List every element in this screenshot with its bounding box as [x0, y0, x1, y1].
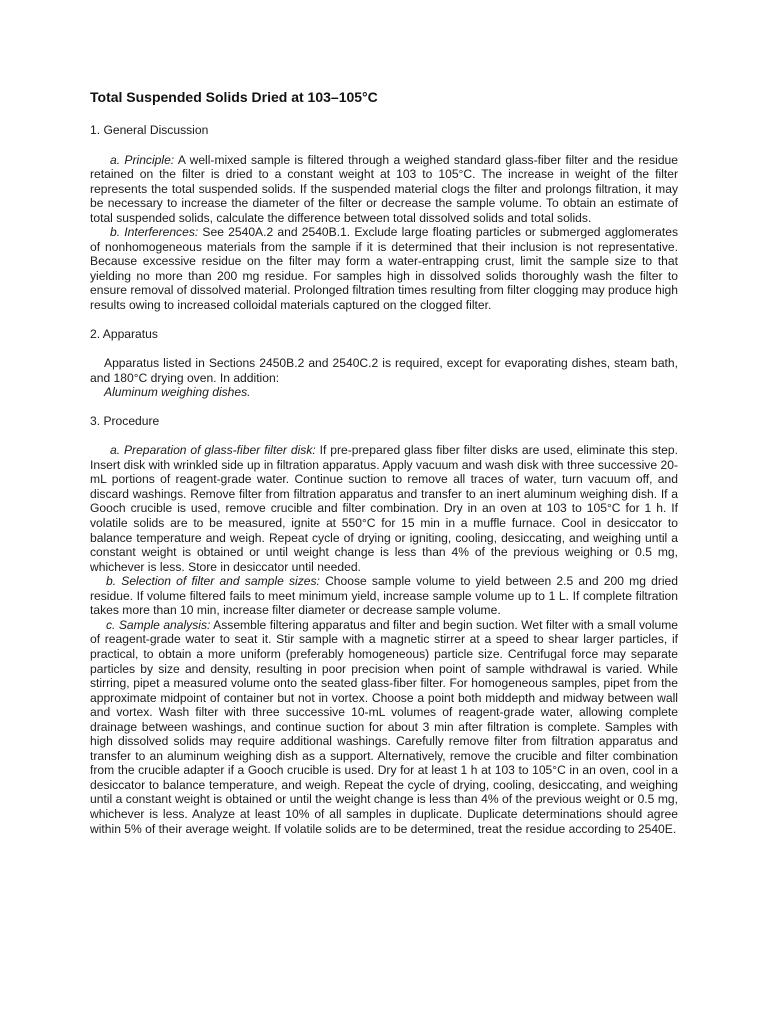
section-heading-procedure: 3. Procedure [90, 413, 160, 428]
selection-lead: b. Selection of filter and sample sizes: [106, 574, 320, 589]
interferences-text: See 2540A.2 and 2540B.1. Exclude large floating particles or submerged agglomerates of nonhomogeneous materials from the sample if it is determined that their inclusion is not representative. Because excessive residue on the filter may form a water-entrapping crust, limit the sample size to that yielding no more than 200 mg residue. For samples high in dissolved solids thoroughly wash the filter to ensure removal of dissolved material. Prolonged filtration times resulting from filter clogging may produce high results owing to increased colloidal materials captured on the clogged filter. [90, 225, 678, 313]
paragraph-selection [90, 574, 678, 618]
paragraph-analysis [90, 618, 678, 836]
paragraph-preparation [90, 443, 678, 574]
preparation-text: If pre-prepared glass fiber filter disks are used, eliminate this step. Insert disk with wrinkled side up in filtration apparatus. Apply vacuum and wash disk with three successive 20-mL portions of reagent-grade water. Continue suction to remove all traces of water, turn vacuum off, and discard washings. Remove filter from filtration apparatus and transfer to an inert aluminum weighing dish. If a Gooch crucible is used, remove crucible and filter combination. Dry in an oven at 103 to 105°C for 1 h. If volatile solids are to be measured, ignite at 550°C for 15 min in a muffle furnace. Cool in desiccator to balance temperature and weigh. Repeat cycle of drying or igniting, cooling, desiccating, and weighing until a constant weight is obtained or until weight change is less than 4% of the previous weighing or 0.5 mg, whichever is less. Store in desiccator until needed. [90, 443, 678, 574]
selection-text: Choose sample volume to yield between 2.5 and 200 mg dried residue. If volume filtered fails to meet minimum yield, increase sample volume up to 1 L. If complete filtration takes more than 10 min, increase filter diameter or decrease sample volume. [90, 574, 678, 618]
analysis-lead: c. Sample analysis: [106, 617, 211, 632]
paragraph-principle [90, 153, 678, 226]
document-page [90, 88, 678, 836]
section-heading-general: 1. General Discussion [90, 123, 209, 137]
interferences-lead: b. Interferences: [110, 225, 199, 240]
principle-text: A well-mixed sample is filtered through a weighed standard glass-fiber filter and the residue retained on the filter is dried to a constant weight at 103 to 105°C. The increase in weight of the filter represents the total suspended solids. If the suspended material clogs the filter and prolongs filtration, it may be necessary to increase the diameter of the filter or decrease the sample volume. To obtain an estimate of total suspended solids, calculate the difference between total dissolved solids and total solids. [90, 152, 678, 225]
apparatus-item: Aluminum weighing dishes. [104, 385, 251, 400]
section-heading-apparatus: 2. Apparatus [90, 326, 158, 341]
paragraph-apparatus: Apparatus listed in Sections 2450B.2 and 2540C.2 is required, except for evaporating dishes, steam bath, and 180°C drying oven. In addition: [90, 356, 678, 385]
page-title: Total Suspended Solids Dried at 103–105°C [90, 89, 378, 105]
principle-lead: a. Principle: [110, 152, 175, 167]
analysis-text: Assemble filtering apparatus and filter and begin suction. Wet filter with a small volume of reagent-grade water to seat it. Stir sample with a magnetic stirrer at a speed to shear larger particles, if practical, to obtain a more uniform (preferably homogeneous) particle size. Centrifugal force may separate particles by size and density, resulting in poor precision when point of sample withdrawal is varied. While stirring, pipet a measured volume onto the seated glass-fiber filter. For homogeneous samples, pipet from the approximate midpoint of container but not in vortex. Choose a point both middepth and midway between wall and vortex. Wash filter with three successive 10-mL volumes of reagent-grade water, allowing complete drainage between washings, and continue suction for about 3 min after filtration is complete. Samples with high dissolved solids may require additional washings. Carefully remove filter from filtration apparatus and transfer to an aluminum weighing dish as a support. Alternatively, remove the crucible and filter combination from the crucible adapter if a Gooch crucible is used. Dry for at least 1 h at 103 to 105°C in an oven, cool in a desiccator to balance temperature, and weigh. Repeat the cycle of drying, cooling, desiccating, and weighing until a constant weight is obtained or until the weight change is less than 4% of the previous weight or 0.5 mg, whichever is less. Analyze at least 10% of all samples in duplicate. Duplicate determinations should agree within 5% of their average weight. If volatile solids are to be determined, treat the residue according to 2540E. [90, 617, 678, 836]
preparation-lead: a. Preparation of glass-fiber filter disk: [110, 443, 316, 458]
paragraph-interferences [90, 225, 678, 312]
